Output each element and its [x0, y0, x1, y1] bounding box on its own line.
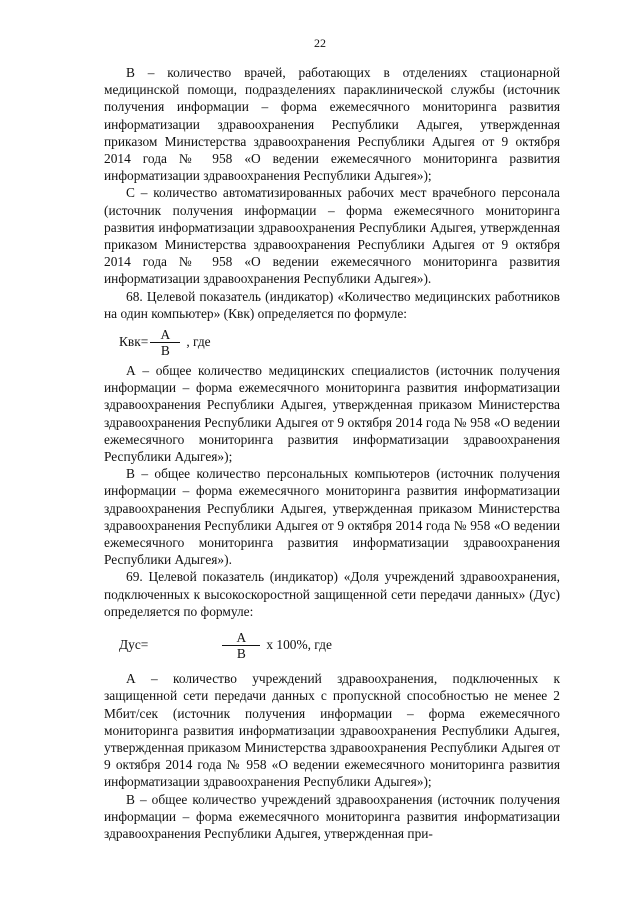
paragraph-indicator-68: 68. Целевой показатель (индикатор) «Количество медицинских работников на один компьютер» (Квк) определяется по формуле:	[104, 288, 560, 321]
formula-dus	[119, 628, 560, 662]
formula-kvk-tail: , где	[186, 334, 211, 350]
paragraph-b-computers: В – общее количество персональных компьютеров (источник получения информации – форма ежемесячного мониторинга развития информатизации здравоохранения Республики Адыгея, утвержденная приказом Министерства здравоохранения Республики Адыгея от 9 октября 2014 года № 958 «О ведении ежемесячного мониторинга развития информатизации здравоохранения Республики Адыгея»).	[104, 466, 560, 568]
formula-kvk-lhs: Квк=	[119, 334, 149, 350]
page-number: 22	[314, 36, 326, 50]
formula-kvk-numerator: А	[160, 326, 171, 342]
formula-dus-lhs: Дус=	[119, 637, 149, 653]
formula-dus-numerator: А	[236, 629, 247, 645]
paragraph-c-workstations: С – количество автоматизированных рабочих мест врачебного персонала (источник получения информации – форма ежемесячного мониторинга развития информатизации здравоохранения Республики Адыгея, утвержденная приказом Министерства здравоохранения Республики Адыгея от 9 октября 2014 года № 958 «О ведении ежемесячного мониторинга развития информатизации здравоохранения Республики Адыгея»).	[104, 185, 560, 287]
paragraph-b-doctors: В – количество врачей, работающих в отделениях стационарной медицинской помощи, подразделениях параклинической службы (источник получения информации – форма ежемесячного мониторинга развития информатизации здравоохранения Республики Адыгея, утвержденная приказом Министерства здравоохранения Республики Адыгея от 9 октября 2014 года № 958 «О ведении ежемесячного мониторинга развития информатизации здравоохранения Республики Адыгея»);	[104, 65, 560, 184]
formula-dus-fraction	[222, 630, 260, 661]
paragraph-a-specialists: А – общее количество медицинских специалистов (источник получения информации – форма ежемесячного мониторинга развития информатизации здравоохранения Республики Адыгея, утвержденная приказом Министерства здравоохранения Республики Адыгея от 9 октября 2014 года № 958 «О ведении ежемесячного мониторинга развития информатизации здравоохранения Республики Адыгея»);	[104, 363, 560, 465]
document-body	[104, 64, 560, 842]
formula-dus-denominator: В	[236, 645, 246, 661]
paragraph-indicator-69: 69. Целевой показатель (индикатор) «Доля учреждений здравоохранения, подключенных к высокоскоростной защищенной сети передачи данных» (Дус) определяется по формуле:	[104, 569, 560, 619]
paragraph-a-institutions: А – количество учреждений здравоохранения, подключенных к защищенной сети передачи данных с пропускной способностью не менее 2 Мбит/сек (источник получения информации – форма ежемесячного мониторинга развития информатизации здравоохранения Республики Адыгея, утвержденная приказом Министерства здравоохранения Республики Адыгея от 9 октября 2014 года № 958 «О ведении ежемесячного мониторинга развития информатизации здравоохранения Республики Адыгея»);	[104, 671, 560, 790]
formula-kvk-fraction	[150, 327, 180, 358]
formula-kvk	[119, 325, 560, 359]
formula-dus-tail: х 100%, где	[266, 637, 332, 653]
paragraph-b-institutions: В – общее количество учреждений здравоохранения (источник получения информации – форма ежемесячного мониторинга развития информатизации здравоохранения Республики Адыгея, утвержденная при-	[104, 791, 560, 841]
formula-kvk-denominator: В	[160, 342, 170, 358]
